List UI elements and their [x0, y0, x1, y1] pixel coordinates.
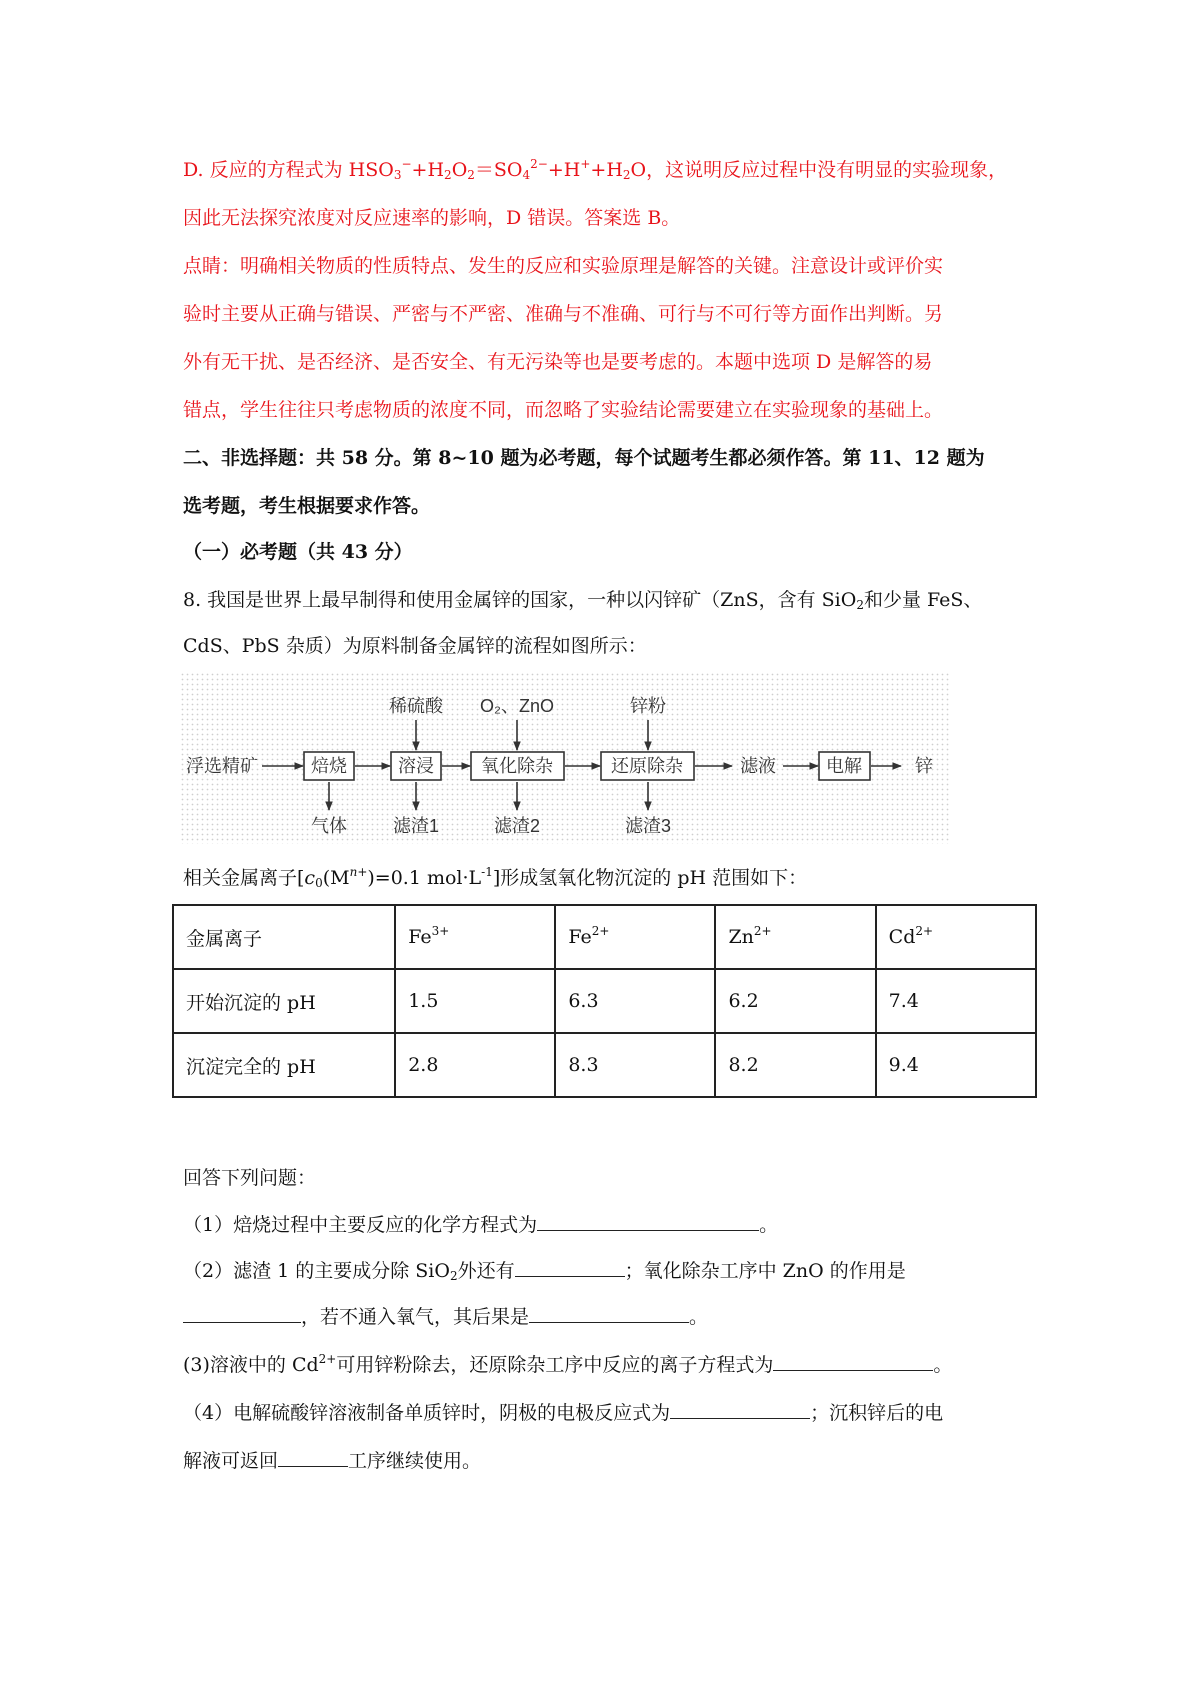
flow-output-residue-2: 滤渣2 [493, 816, 541, 836]
sub-question-3: (3)溶液中的 $Cd^{2+}$可用锌粉除去，还原除杂工序中反应的离子方程式为 。 [183, 1352, 953, 1376]
table-label-cell: 开始沉淀的 pH [173, 969, 395, 1033]
flow-filtrate: 滤液 [740, 756, 776, 776]
comment-line: 点睛：明确相关物质的性质特点、发生的反应和实验原理是解答的关键。注意设计或评价实 [183, 255, 944, 277]
question-8-intro: 8. 我国是世界上最早制得和使用金属锌的国家，一种以闪锌矿（ZnS，含有 SiO$_2$和少量 FeS、 [183, 589, 983, 612]
comment-line: 错点，学生往往只考虑物质的浓度不同，而忽略了实验结论需要建立在实验现象的基础上。 [183, 399, 944, 421]
flow-output-gas: 气体 [311, 816, 347, 836]
section-heading-cont: 选考题，考生根据要求作答。 [183, 495, 431, 517]
table-intro: 相关金属离子[$c_0(M^{n+})=0.1$ $mol\cdot L^{-1}$]形成氢氧化物沉淀的 pH 范围如下： [183, 865, 808, 890]
table-value-cell: 6.3 [555, 969, 715, 1033]
flow-step-leach: 溶浸 [398, 756, 434, 776]
flow-step-reduction: 还原除杂 [611, 756, 683, 776]
sub-question-2-cont: ，若不通入氧气，其后果是 。 [183, 1302, 1033, 1331]
table-value-cell: 1.5 [395, 969, 555, 1033]
table-value-cell: 8.3 [555, 1033, 715, 1097]
answer-prompt: 回答下列问题： [183, 1167, 317, 1189]
answer-d-line-1: D. 反应的方程式为 $HSO_3^-+H_2O_2=SO_4^{2-}+H^++H_2O$，这说明反应过程中没有明显的实验现象， [183, 157, 1008, 182]
table-value-cell: 2.8 [395, 1033, 555, 1097]
comment-line: 外有无干扰、是否经济、是否安全、有无污染等也是要考虑的。本题中选项 D 是解答的易 [183, 351, 933, 373]
table-ion-cell: $Fe^{2+}$ [555, 905, 715, 969]
table-ion-cell: $Fe^{3+}$ [395, 905, 555, 969]
answer-blank[interactable] [537, 1210, 759, 1231]
table-value-cell: 8.2 [715, 1033, 875, 1097]
table-header-cell: 金属离子 [173, 905, 395, 969]
sub-question-4: （4）电解硫酸锌溶液制备单质锌时，阴极的电极反应式为 ；沉积锌后的电 [183, 1398, 1033, 1427]
flow-product: 锌 [915, 756, 933, 776]
flow-output-residue-1: 滤渣1 [392, 816, 440, 836]
table-value-cell: 6.2 [715, 969, 875, 1033]
table-ion-cell: $Cd^{2+}$ [876, 905, 1036, 969]
flow-input-zinc-powder: 锌粉 [630, 696, 666, 716]
table-row [173, 1033, 1036, 1097]
section-heading: 二、非选择题：共 58 分。第 8~10 题为必考题，每个试题考生都必须作答。第 11、12 题为 [183, 447, 985, 469]
answer-blank[interactable] [183, 1302, 301, 1323]
comment-line: 验时主要从正确与错误、严密与不严密、准确与不准确、可行与不可行等方面作出判断。另 [183, 303, 944, 325]
table-ion-cell: $Zn^{2+}$ [715, 905, 875, 969]
table-row [173, 969, 1036, 1033]
table-value-cell: 9.4 [876, 1033, 1036, 1097]
table-value-cell: 7.4 [876, 969, 1036, 1033]
answer-blank[interactable] [773, 1350, 933, 1371]
sub-question-4-cont: 解液可返回 工序继续使用。 [183, 1446, 1033, 1475]
process-flow-diagram [180, 672, 950, 844]
table-row [173, 905, 1036, 969]
answer-blank[interactable] [670, 1398, 810, 1419]
sub-heading: （一）必考题（共 43 分） [183, 541, 413, 563]
flow-input-oxygen-zno: O₂、ZnO [480, 696, 554, 716]
answer-blank[interactable] [515, 1256, 625, 1277]
flow-step-oxidation: 氧化除杂 [481, 756, 553, 776]
flow-output-residue-3: 滤渣3 [624, 816, 672, 836]
flow-step-roast: 焙烧 [311, 756, 347, 776]
sub-question-2: （2）滤渣 1 的主要成分除 SiO$_2$外还有 ；氧化除杂工序中 ZnO 的作用是 [183, 1256, 1033, 1285]
ph-table [172, 904, 1037, 1098]
answer-d-line-2: 因此无法探究浓度对反应速率的影响，D 错误。答案选 B。 [183, 207, 681, 229]
flow-step-electrolysis: 电解 [826, 756, 862, 776]
answer-blank[interactable] [278, 1446, 348, 1467]
flow-input-acid: 稀硫酸 [389, 696, 443, 716]
flow-start-label: 浮选精矿 [186, 756, 258, 776]
question-8-intro-cont: CdS、PbS 杂质）为原料制备金属锌的流程如图所示： [183, 635, 647, 657]
table-label-cell: 沉淀完全的 pH [173, 1033, 395, 1097]
answer-blank[interactable] [529, 1302, 689, 1323]
sub-question-1: （1）焙烧过程中主要反应的化学方程式为 。 [183, 1210, 1033, 1239]
